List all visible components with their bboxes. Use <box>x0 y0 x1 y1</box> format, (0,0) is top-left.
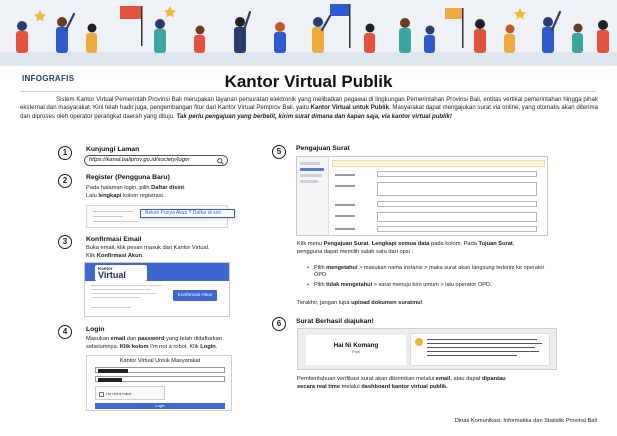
step-2-number: 2 <box>58 174 72 188</box>
confirmation-email-screenshot <box>84 262 230 317</box>
intro-highlight: Kantor Virtual untuk Publik <box>310 104 389 112</box>
step-6-number: 6 <box>272 317 286 331</box>
step-2-text-part: kolom registrasi. <box>121 192 165 199</box>
kantor-virtual-logo <box>95 265 147 281</box>
header-illustration-banner <box>0 0 617 66</box>
intro-text-1: Sistem Kantor Virtual Pemerintah Provinsi Bali merupakan layanan persuratan elektronik yang melibatkan pegawai di lingkungan Pemerintahan Provinsi Bali, entitas vertikal pemerintahan hingga pihak eksternal dan masyarakat. Kini telah hadir juga, pengembangan fitur dari Kantor Virtual Pemprov Bali, yaitu <box>20 96 598 112</box>
step-2-daftar: Daftar disini <box>151 185 185 191</box>
intro-text-2: . Masyarakat dapat mengajukan surat via online, yang otomatis akan diterima dan diproses oleh operator perangkat daerah yang dituju. <box>20 104 599 120</box>
step-5-closing <box>297 300 557 308</box>
option-text: Pilih <box>314 282 327 289</box>
success-screenshot <box>297 328 557 370</box>
intro-paragraph <box>20 96 598 121</box>
step-4-klik: Klik kolom <box>119 343 149 350</box>
step-2-lengkapi: lengkapi <box>98 192 122 199</box>
app-sidebar <box>297 157 329 236</box>
step-3-number: 3 <box>58 235 72 249</box>
step-3-text-part: . <box>142 252 144 259</box>
closing-upload: upload dokumen suratmu! <box>351 300 423 306</box>
step-4-number: 4 <box>58 325 72 339</box>
page-title: Kantor Virtual Publik <box>224 72 393 91</box>
step-4-email: email <box>110 336 126 342</box>
step-3-text-part: Buka email, klik pesan masuk dari Kantor Virtual. <box>86 245 210 251</box>
step-5-number: 5 <box>272 145 286 159</box>
step-5-text-part: pada kolom. Pada <box>429 241 479 247</box>
step-1-number: 1 <box>58 146 72 160</box>
step-4-login: Login <box>200 343 216 350</box>
step-2-title: Register (Pengguna Baru) <box>86 174 170 181</box>
step-4-text <box>86 336 266 351</box>
captcha-checkbox[interactable] <box>95 386 165 400</box>
confirm-account-button[interactable]: Konfirmasi Akun <box>173 290 217 301</box>
step-6-dipantau: dipantau <box>481 376 506 382</box>
greeting-sub: Putri <box>352 350 360 354</box>
step-4-text-part: dan <box>125 336 138 342</box>
email-field[interactable] <box>95 367 225 373</box>
notification-card <box>410 333 550 366</box>
password-field[interactable] <box>95 376 225 382</box>
step-4-text-part: I'm not a robot. Klik <box>148 343 201 350</box>
closing-text: Terakhir, jangan lupa <box>297 300 352 306</box>
crowd-illustration <box>0 0 617 66</box>
step-6-text-part: melalui <box>340 383 362 390</box>
captcha-label: I'm not a robot <box>106 391 132 396</box>
step-5-text-part: . <box>368 241 372 247</box>
option-mengetahui: mengetahui <box>326 265 358 271</box>
step-5-text-part: Klik menu <box>297 241 324 247</box>
email-header <box>85 263 230 281</box>
url-bar[interactable] <box>84 155 228 166</box>
option-text: > masukan nama instansi > maka surat akan langsung terkirim ke operator OPD. <box>314 265 545 279</box>
step-6-title: Surat Berhasil diajukan! <box>296 318 374 325</box>
logo-line-1: Kantor <box>98 266 113 271</box>
category-label: INFOGRAFIS <box>22 74 75 83</box>
step-6-text-part: Pemberitahuan verifikasi surat akan dikirimkan melalui <box>297 376 436 382</box>
step-3-konfirmasi: Konfirmasi Akun <box>96 252 143 259</box>
step-4-text-part: yang telah didaftarkan <box>164 336 222 342</box>
step-3-text-part: Klik <box>86 252 97 259</box>
list-item <box>305 282 555 289</box>
option-text: Pilih <box>314 265 327 271</box>
step-6-realtime: secara real time <box>297 383 341 390</box>
step-4-password: password <box>137 336 165 342</box>
greeting-panel <box>306 335 406 365</box>
step-3-text <box>86 245 246 260</box>
step-2-text <box>86 185 246 200</box>
step-5-lengkapi: Lengkapi semua data <box>371 241 430 247</box>
login-button[interactable]: Login <box>95 403 225 409</box>
step-6-dashboard: dashboard kantor virtual publik. <box>361 383 448 390</box>
intro-tagline: Tak perlu pengajuan yang berbelit, kirim surat dimana dan kapan saja, via kantor virtual publik! <box>176 112 452 120</box>
step-3-title: Konfirmasi Email <box>86 236 142 243</box>
search-icon <box>217 158 224 165</box>
step-6-email: email <box>435 376 451 382</box>
step-4-text-part: . <box>215 343 218 350</box>
list-item <box>305 265 555 280</box>
step-1-title: Kunjungi Laman <box>86 146 140 153</box>
step-6-text-part: , atau dapat <box>450 376 482 382</box>
logo-line-2: Virtual <box>98 270 126 280</box>
step-2-text-part: Lalu <box>86 192 99 199</box>
step-5-text <box>297 241 567 256</box>
step-5-text-part: pengguna dapat memilih salah satu dari opsi : <box>297 248 414 255</box>
footer-credit: Dinas Komunikasi, Informatika dan Statistik Provinsi Bali <box>454 418 597 424</box>
step-4-title: Login <box>86 326 105 333</box>
option-text: > surat menuju biro umum > lalu operator OPD. <box>372 282 492 289</box>
step-5-menu: Pengajuan Surat <box>323 241 369 247</box>
step-2-text-part: . <box>184 185 186 191</box>
step-6-text <box>297 376 557 391</box>
title-divider <box>20 91 597 92</box>
greeting-name: Hai Ni Komang <box>333 342 379 349</box>
step-4-text-part: sebelumnya. <box>86 343 120 350</box>
step-4-text-part: Masukan <box>86 336 111 342</box>
step-5-text-part: , <box>512 241 515 247</box>
warning-icon <box>415 338 423 346</box>
url-text: https://kanal.baliprov.go.id/society/login <box>89 157 190 163</box>
login-form-title: Kantor Virtual Untuk Masyarakat <box>119 358 201 364</box>
step-5-tujuan: Tujuan Surat <box>478 241 513 247</box>
checkbox-icon <box>99 392 104 397</box>
step-2-text-part: Pada halaman login, pilih <box>86 185 152 191</box>
option-tidak-mengetahui: tidak mengetahui <box>326 282 373 289</box>
destination-options-list <box>305 265 555 292</box>
step-5-title: Pengajuan Surat <box>296 145 350 152</box>
letter-form-screenshot <box>296 156 548 236</box>
login-form-screenshot <box>86 355 232 411</box>
register-link-tooltip[interactable]: Belum Punya Akun ? Daftar di sini <box>140 209 235 218</box>
info-banner <box>332 160 545 167</box>
